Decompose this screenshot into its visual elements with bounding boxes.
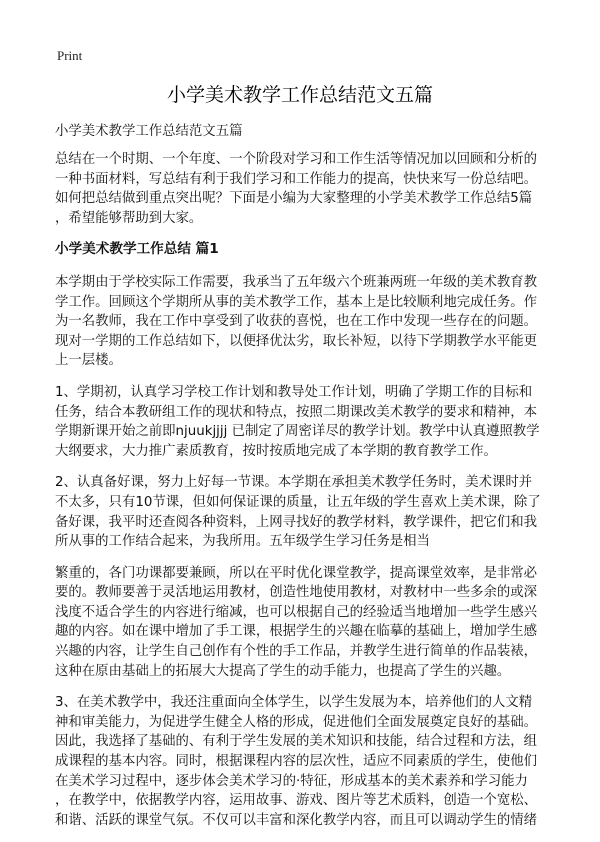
text-line: 在美术学习过程中，逐步体会美术学习的·特征，形成基本的美术素养和学习能力 (55, 773, 528, 789)
text-line: 2、认真备好课，努力上好每一节课。本学期在承担美术教学任务时，美术课时并 (55, 475, 533, 491)
text-line: 如何把总结做到重点突出呢？下面是小编为大家整理的小学美术教学工作总结5篇 (55, 191, 533, 207)
intro-paragraph (55, 150, 555, 228)
text-line: 所从事的工作结合起来，为我所用。五年级学生学习任务是相当 (55, 534, 430, 550)
page-title: 小学美术教学工作总结范文五篇 (166, 84, 433, 106)
text-line: 浅度不适合学生的内容进行缩减，也可以根据自己的经验适当地增加一些学生感兴 (55, 604, 538, 620)
text-line: 兴趣的内容，让学生自己创作有个性的手工作品，并教学生进行简单的作品装裱， (55, 644, 538, 660)
body-paragraph (55, 273, 555, 371)
document-subtitle: 小学美术教学工作总结范文五篇 (55, 124, 243, 139)
text-line: 本学期由于学校实际工作需要，我承当了五年级六个班兼两班一年级的美术教育教 (55, 274, 538, 290)
text-line: 1、学期初，认真学习学校工作计划和教导处工作计划，明确了学期工作的目标和 (55, 384, 533, 400)
body-paragraph (55, 693, 555, 830)
body-paragraphs (55, 273, 555, 830)
text-line: 大纲要求，大力推广素质教育，按时按质地完成了本学期的教育教学工作。 (55, 443, 497, 459)
text-line: 学工作。回顾这个学期所从事的美术教学工作，基本上是比较顺利地完成任务。作 (55, 294, 538, 310)
text-line: 不太多，只有10节课，但如何保证课的质量，让五年级的学生喜欢上美术课，除了 (55, 494, 541, 510)
text-line: 总结在一个时期、一个年度、一个阶段对学习和工作生活等情况加以回顾和分析的 (55, 152, 538, 167)
text-line: 要的。教师要善于灵活地运用教材，创造性地使用教材，对教材中一些多余的或深 (55, 585, 538, 601)
body-paragraph (55, 383, 555, 461)
body-paragraph (55, 473, 555, 551)
document-body (55, 150, 555, 842)
text-line: 学期新课开始之前即njuukjjjj 已制定了周密详尽的教学计划。教学中认真遵照教学 (55, 424, 540, 440)
text-line: 现对一学期的工作总结如下，以便择优汰劣，取长补短，以待下学期教学水平能更 (55, 333, 538, 349)
text-line: ，希望能够帮助到大家。 (55, 210, 203, 226)
section-heading: 小学美术教学工作总结 篇1 (55, 241, 219, 258)
text-line: 因此，我选择了基础的、有利于学生发展的美术知识和技能，结合过程和方法，组 (55, 734, 538, 750)
text-line: 一种书面材料，写总结有利于我们学习和工作能力的提高，快快来写一份总结吧。 (55, 171, 538, 187)
text-line: 成课程的基本内容。同时，根据课程内容的层次性，适应不同素质的学生，使他们 (55, 754, 538, 770)
text-line: ，在教学中，依据教学内容，运用故事、游戏、图片等艺术质料，创造一个宽松、 (55, 793, 538, 809)
print-link[interactable]: Print (57, 48, 83, 63)
text-line: 这种在原由基础上的拓展大大提高了学生的动手能力，也提高了学生的兴趣。 (55, 663, 511, 679)
text-line: 和谐、活跃的课堂气氛。不仅可以丰富和深化教学内容，而且可以调动学生的情绪 (55, 812, 538, 828)
text-line: 上一层楼。 (55, 353, 122, 369)
body-paragraph (55, 564, 555, 682)
text-line: 趣的内容。如在课中增加了手工课，根据学生的兴趣在临摹的基础上，增加学生感 (55, 624, 538, 640)
text-line: 备好课，我平时还查阅各种资料，上网寻找好的教学材料，教学课件，把它们和我 (55, 514, 538, 530)
text-line: 任务，结合本教研组工作的现状和特点，按照二期课改美术教学的要求和精神，本 (55, 404, 538, 420)
text-line: 为一名教师，我在工作中享受到了收获的喜悦，也在工作中发现一些存在的问题。 (55, 314, 538, 330)
text-line: 3、在美术教学中，我还注重面向全体学生，以学生发展为本，培养他们的人文精 (55, 695, 533, 711)
text-line: 繁重的，各门功课都要兼顾，所以在平时优化课堂教学，提高课堂效率，是非常必 (55, 565, 538, 581)
text-line: 神和审美能力，为促进学生健全人格的形成，促进他们全面发展奠定良好的基础。 (55, 714, 538, 730)
